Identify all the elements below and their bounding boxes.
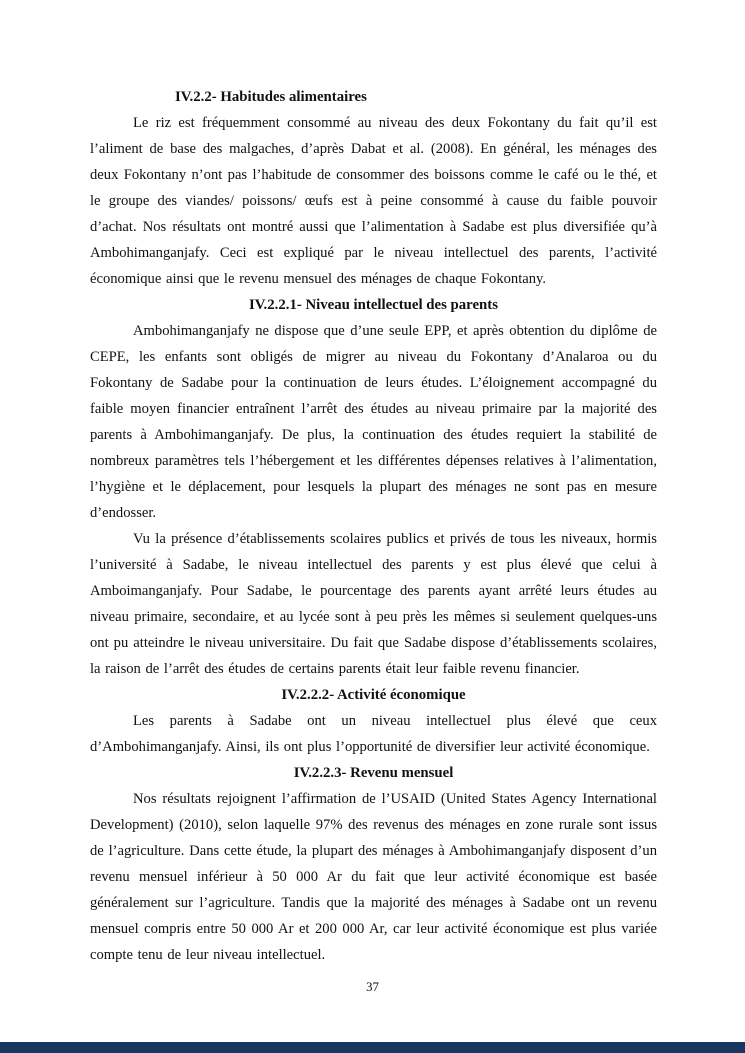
- bottom-window-edge-bar: [0, 1042, 745, 1053]
- paragraph-etablissements-scolaires: Vu la présence d’établissements scolaires publics et privés de tous les niveaux, hormis l’université à Sadabe, le niveau intellectuel des parents y est plus élevé que celui à Amboimanganjafy. Pour Sadabe, le pourcentage des parents ayant arrêté leurs études au niveau primaire, secondaire, et au lycée sont à peu près les mêmes si seulement quelques-uns ont pu atteindre le niveau universitaire. Du fait que Sadabe dispose d’établissements scolaires, la raison de l’arrêt des études de certains parents était leur faible revenu financier.: [90, 531, 657, 677]
- section-heading-activite-economique: IV.2.2.2- Activité économique: [281, 687, 466, 703]
- section-heading-revenu-mensuel: IV.2.2.3- Revenu mensuel: [293, 765, 454, 781]
- page-content: [90, 84, 657, 968]
- paragraph-riz-consommation: Le riz est fréquemment consommé au niveau des deux Fokontany du fait qu’il est l’aliment de base des malgaches, d’après Dabat et al. (2008). En général, les ménages des deux Fokontany n’ont pas l’habitude de consommer des boissons comme le café ou le thé, et le groupe des viandes/ poissons/ œufs est à peine consommé à cause du faible pouvoir d’achat. Nos résultats ont montré aussi que l’alimentation à Sadabe est plus diversifiée qu’à Ambohimanganjafy. Ceci est expliqué par le niveau intellectuel des parents, l’activité économique ainsi que le revenu mensuel des ménages de chaque Fokontany.: [90, 115, 657, 287]
- paragraph-revenu-mensuel: Nos résultats rejoignent l’affirmation de l’USAID (United States Agency International Development) (2010), selon laquelle 97% des revenus des ménages en zone rurale sont issus de l’agriculture. Dans cette étude, la plupart des ménages à Ambohimanganjafy disposent d’un revenu mensuel inférieur à 50 000 Ar du fait que leur activité économique est basée généralement sur l’agriculture. Tandis que la majorité des ménages à Sadabe ont un revenu mensuel compris entre 50 000 Ar et 200 000 Ar, car leur activité économique est plus variée compte tenu de leur niveau intellectuel.: [90, 791, 657, 963]
- page-number: 37: [366, 979, 379, 994]
- section-heading-habitudes-alimentaires: IV.2.2- Habitudes alimentaires: [175, 89, 367, 105]
- paragraph-epp-migration: Ambohimanganjafy ne dispose que d’une seule EPP, et après obtention du diplôme de CEPE, les enfants sont obligés de migrer au niveau du Fokontany d’Analaroa ou du Fokontany de Sadabe pour la continuation de leurs études. L’éloignement accompagné du faible moyen financier entraînent l’arrêt des études au niveau primaire par la majorité des parents à Ambohimanganjafy. De plus, la continuation des études requiert la stabilité de nombreux paramètres tels l’hébergement et les différentes dépenses relatives à l’alimentation, l’hygiène et le déplacement, pour lesquels la plupart des ménages ne sont pas en mesure d’endosser.: [90, 323, 657, 521]
- section-heading-niveau-intellectuel: IV.2.2.1- Niveau intellectuel des parents: [249, 297, 498, 313]
- paragraph-activite-economique: Les parents à Sadabe ont un niveau intellectuel plus élevé que ceux d’Ambohimanganjafy. Ainsi, ils ont plus l’opportunité de diversifier leur activité économique.: [90, 713, 657, 755]
